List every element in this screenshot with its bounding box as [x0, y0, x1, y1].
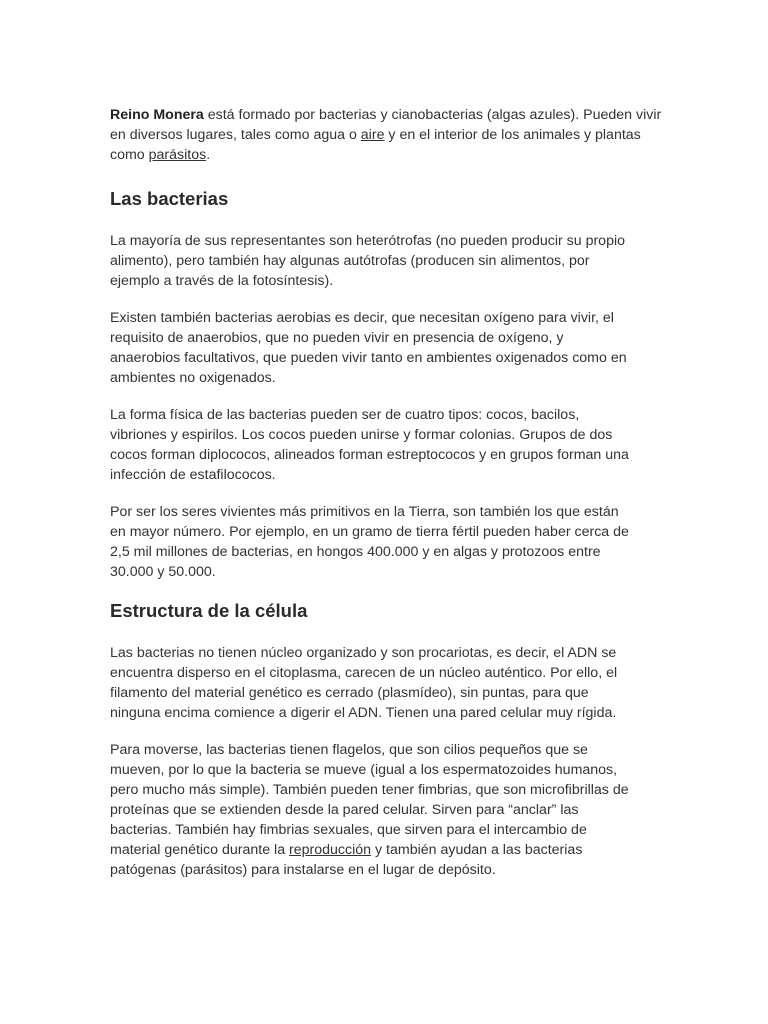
paragraph-nucleo: Las bacterias no tienen núcleo organizado y son procariotas, es decir, el ADN se encuentra disperso en el citoplasma, carecen de un núcleo auténtico. Por ello, el filamento del material genético es cerrado (plasmídeo), sin puntas, para que ninguna encima comience a digerir el ADN. Tienen una pared celular muy rígida.: [110, 645, 618, 721]
intro-text-1: está formado por bacterias y cianobacterias (algas azules). Pueden vivir en diversos lugares, tales como agua o: [110, 107, 662, 143]
intro-bold-term: Reino Monera: [110, 107, 204, 123]
intro-text-3: .: [206, 147, 211, 163]
paragraph-heterotrofas: La mayoría de sus representantes son heterótrofas (no pueden producir su propio alimento), pero también hay algunas autótrofas (producen sin alimentos, por ejemplo a través de la fotosíntesis).: [110, 233, 626, 289]
flagelos-text-1: Para moverse, las bacterias tienen flagelos, que son cilios pequeños que se mueven, por lo que la bacteria se mueve (igual a los espermatozoides humanos, pero mucho más simple). También pueden tener fimbrias, que son microfibrillas de proteínas que se extienden desde la pared celular. Sirven para “anclar” las bacterias. También hay fimbrias sexuales, que sirven para el intercambio de material genético durante la: [110, 742, 629, 858]
link-aire[interactable]: aire: [360, 127, 385, 143]
paragraph-flagelos: [110, 740, 662, 880]
document-content: [110, 105, 662, 897]
paragraph-aerobias: Existen también bacterias aerobias es decir, que necesitan oxígeno para vivir, el requisito de anaerobios, que no pueden vivir en presencia de oxígeno, y anaerobios facultativos, que pueden vivir tanto en ambientes oxigenados como en ambientes no oxigenados.: [110, 310, 627, 386]
intro-paragraph: [110, 105, 662, 165]
paragraph-forma-fisica: La forma física de las bacterias pueden ser de cuatro tipos: cocos, bacilos, vibriones y espirilos. Los cocos pueden unirse y formar colonias. Grupos de dos cocos forman diplococos, alineados forman estreptococos y en grupos forman una infección de estafilococos.: [110, 407, 629, 483]
paragraph-primitivos: Por ser los seres vivientes más primitivos en la Tierra, son también los que están en mayor número. Por ejemplo, en un gramo de tierra fértil pueden haber cerca de 2,5 mil millones de bacterias, en hongos 400.000 y en algas y protozoos entre 30.000 y 50.000.: [110, 504, 629, 580]
heading-estructura-celula: Estructura de la célula: [110, 600, 308, 621]
link-reproduccion[interactable]: reproducción: [289, 842, 372, 858]
intro-text-2: y en el interior de los animales y plantas como: [110, 127, 641, 163]
heading-las-bacterias: Las bacterias: [110, 188, 229, 209]
flagelos-text-2: y también ayudan a las bacterias patógenas (parásitos) para instalarse en el lugar de depósito.: [110, 842, 583, 878]
link-parasitos[interactable]: parásitos: [148, 147, 207, 163]
